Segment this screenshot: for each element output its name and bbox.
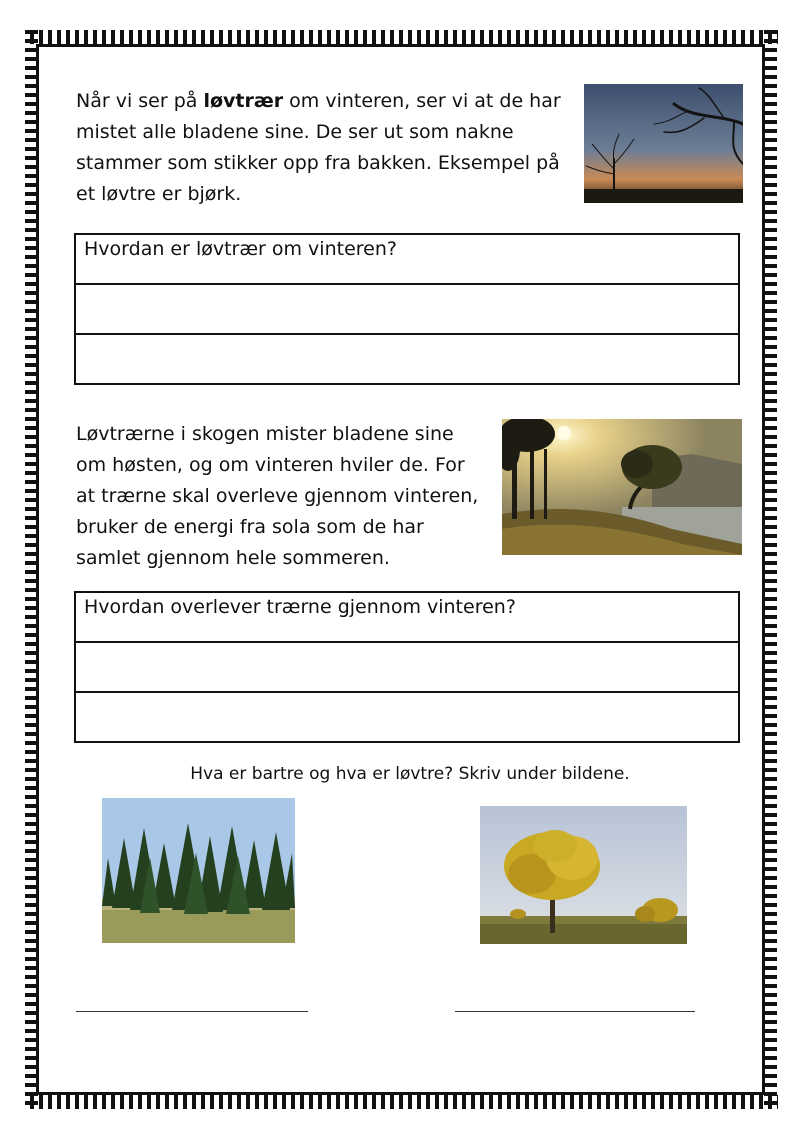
frame-top bbox=[30, 30, 778, 44]
question-2: Hvordan overlever trærne gjennom vinteren? bbox=[76, 593, 738, 643]
frame-inner-bottom bbox=[38, 1092, 764, 1095]
instruction-text: Hva er bartre og hva er løvtre? Skriv under bildene. bbox=[190, 764, 630, 784]
question-box-1 bbox=[74, 233, 740, 385]
intro-bold-term: løvtrær bbox=[203, 90, 284, 112]
lake-trees-sun-image bbox=[502, 419, 742, 555]
intro-text-after: om vinteren, ser vi at de har mistet alle bladene sine. De ser ut som nakne stammer som stikker opp fra bakken. Eksempel på et løvtre er bjørk. bbox=[76, 90, 561, 205]
answer-line-right[interactable] bbox=[455, 1011, 695, 1012]
intro-text-before: Når vi ser på bbox=[76, 90, 204, 112]
answer-row-2a[interactable] bbox=[76, 643, 738, 693]
question-1: Hvordan er løvtrær om vinteren? bbox=[76, 235, 738, 285]
winter-trees-sunset-image bbox=[584, 84, 743, 203]
answer-row-1b[interactable] bbox=[76, 335, 738, 385]
deciduous-tree-image bbox=[480, 806, 687, 944]
answer-row-1a[interactable] bbox=[76, 285, 738, 335]
answer-row-2b[interactable] bbox=[76, 693, 738, 743]
conifer-forest-image bbox=[102, 798, 295, 943]
autumn-paragraph: Løvtrærne i skogen mister bladene sine om høsten, og om vinteren hviler de. For at trærne skal overleve gjennom vinteren, bruker de energi fra sola som de har samlet gjennom hele sommeren. bbox=[76, 423, 479, 569]
frame-bottom bbox=[30, 1095, 778, 1109]
frame-right bbox=[764, 30, 777, 1109]
frame-inner-left bbox=[36, 44, 39, 1095]
intro-paragraph bbox=[76, 86, 576, 210]
frame-inner-top bbox=[38, 44, 764, 47]
answer-line-left[interactable] bbox=[76, 1011, 308, 1012]
question-box-2 bbox=[74, 591, 740, 743]
frame-inner-right bbox=[762, 44, 765, 1095]
